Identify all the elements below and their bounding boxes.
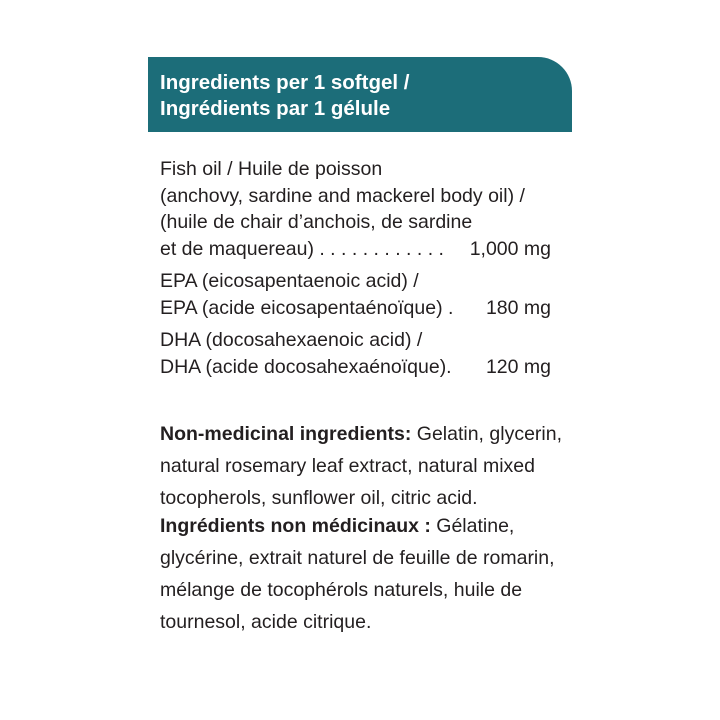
dha-amount-row	[160, 354, 551, 381]
medicinal-ingredients-list	[160, 156, 551, 380]
non-medicinal-text-en: Gelatin, glycerin, natural rosemary leaf extract, natural mixed tocopherols, sunflower oil, citric acid.	[160, 423, 563, 509]
dha-amount: 120 mg	[485, 355, 551, 378]
fish-oil-source-en: (anchovy, sardine and mackerel body oil) /	[160, 184, 525, 207]
non-medicinal-ingredients-fr	[160, 510, 580, 638]
header-title-en: Ingredients per 1 softgel /	[160, 71, 410, 94]
fish-oil-entry	[160, 156, 551, 262]
epa-amount: 180 mg	[485, 296, 551, 319]
epa-amount-row	[160, 295, 551, 322]
dha-entry	[160, 327, 551, 380]
header-title-fr: Ingrédients par 1 gélule	[160, 97, 391, 120]
fish-oil-amount-row	[160, 236, 551, 263]
epa-name-fr: EPA (acide eicosapentaénoïque) .	[160, 296, 454, 319]
fish-oil-name: Fish oil / Huile de poisson	[160, 158, 383, 180]
fish-oil-amount: 1,000 mg	[469, 237, 551, 260]
non-medicinal-label-fr: Ingrédients non médicinaux :	[160, 515, 431, 537]
dha-name-en: DHA (docosahexaenoic acid) /	[160, 329, 423, 351]
fish-oil-source-fr: (huile de chair d’anchois, de sardine	[160, 211, 473, 233]
fish-oil-source-fr-cont: et de maquereau) . . . . . . . . . . . .	[160, 237, 444, 260]
non-medicinal-label-en: Non-medicinal ingredients:	[160, 423, 412, 445]
epa-name-en: EPA (eicosapentaenoic acid) /	[160, 270, 419, 292]
dha-name-fr: DHA (acide docosahexaénoïque).	[160, 355, 452, 378]
ingredients-header	[148, 57, 572, 132]
non-medicinal-text-fr: Gélatine, glycérine, extrait naturel de feuille de romarin, mélange de tocophérols naturels, huile de tournesol, acide citrique.	[160, 515, 555, 633]
non-medicinal-ingredients-en	[160, 418, 580, 514]
epa-entry	[160, 268, 551, 321]
